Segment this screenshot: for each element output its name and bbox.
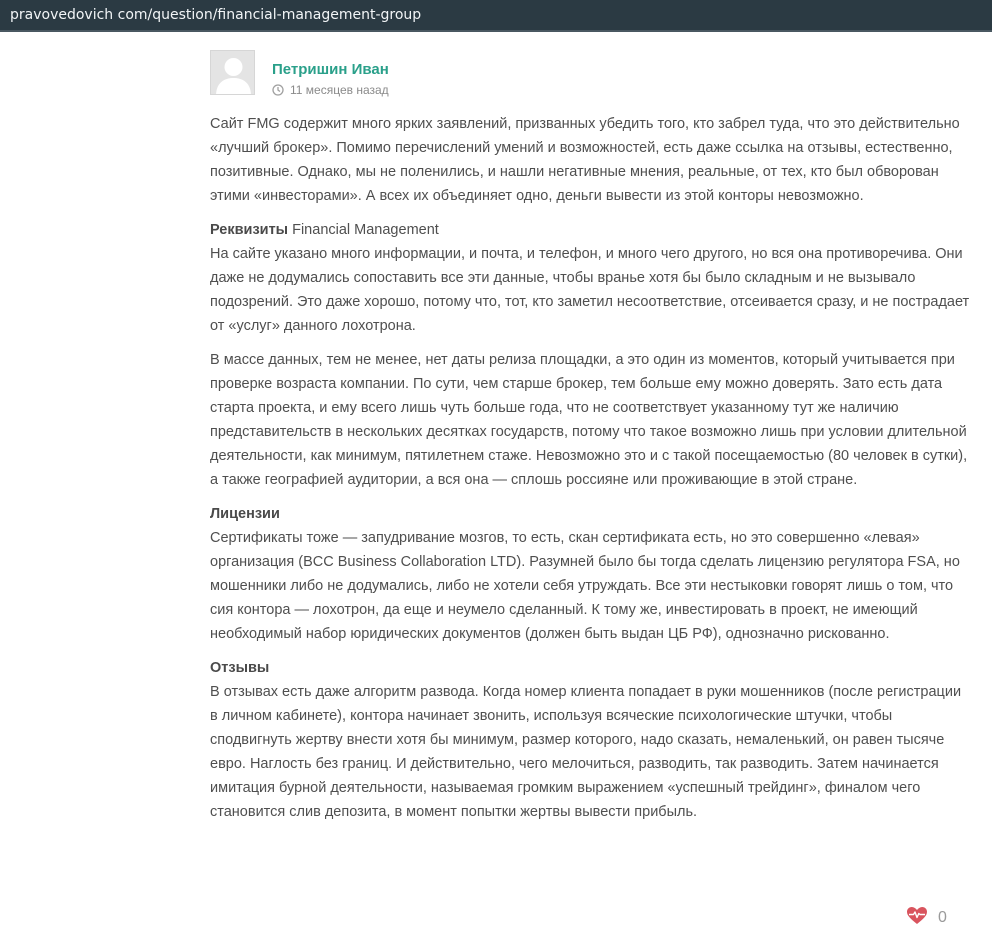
section-text: На сайте указано много информации, и почта, и телефон, и много чего другого, но вся она противоречива. Они даже не додумались сопоставить все эти данные, чтобы вранье хотя бы было складным и не вызывало подозрений. Это даже хорошо, потому что, тот, кто заметил несоответствие, отсеивается сразу, и не пострадает от «услуг» данного лохотрона. [210,246,970,334]
comment-body [210,112,970,834]
section-text: Сертификаты тоже — запудривание мозгов, то есть, скан сертификата есть, но это совершенно «левая» организация (BCC Business Collaboration LTD). Разумней было бы тогда сделать лицензию регулятора FSA, но мошенники либо не додумались, либо не хотели себя утруждать. Все эти нестыковки говорят лишь о том, что сия контора — лохотрон, да еще и неумело сделанный. К тому же, инвестировать в проект, не имеющий необходимый набор юридических документов (должен быть выдан ЦБ РФ), однозначно рискованно. [210,530,960,642]
clock-icon [272,84,284,99]
section-release-date: В массе данных, тем не менее, нет даты релиза площадки, а это один из моментов, который учитывается при проверке возраста компании. По сути, чем старше брокер, тем больше ему можно доверять. Зато есть дата старта проекта, и ему всего лишь чуть больше года, что не соответствует указанному тут же наличию представительств в нескольких десятках государств, потому что такое возможно лишь при условии длительной деятельности, как минимум, пятилетнем стаже. Невозможно это и с такой посещаемостью (80 человек в сутки), а также географией аудитории, а вся она — сплошь россияне или проживающие в этой стране. [210,352,968,488]
like-button[interactable] [906,906,947,930]
comment-author[interactable]: Петришин Иван [272,61,389,78]
address-bar[interactable] [0,0,992,32]
section-heading-bold: Реквизиты [210,222,289,238]
url-text[interactable]: pravovedovich com/question/financial-management-group [10,7,422,23]
default-avatar-icon[interactable] [210,50,255,95]
section-requisites [210,218,970,338]
comment-intro: Сайт FMG содержит много ярких заявлений, призванных убедить того, кто забрел туда, что это действительно «лучший брокер». Помимо перечислений умений и возможностей, есть даже ссылка на отзывы, естественно, позитивные. Однако, мы не поленились, и нашли негативные мнения, реальные, от тех, кто был обворован этими «инвесторами». А всех их объединяет одно, деньги вывести из этой конторы невозможно. [210,116,960,204]
comment-meta [272,83,389,99]
like-count: 0 [938,909,947,926]
heart-pulse-icon[interactable] [906,906,928,930]
section-heading-rest: Financial Management [288,222,439,238]
section-heading: Отзывы [210,660,270,676]
section-heading: Лицензии [210,506,280,522]
section-heading [210,222,439,238]
section-text: В отзывах есть даже алгоритм развода. Когда номер клиента попадает в руки мошенников (после регистрации в личном кабинете), контора начинает звонить, используя всяческие психологические штучки, чтобы сподвигнуть жертву внести хотя бы минимум, размер которого, надо сказать, немаленький, он равен тысяче евро. Наглость без границ. И действительно, чего мелочиться, разводить, так разводить. Затем начинается имитация бурной деятельности, называемая громким выражением «успешный трейдинг», финалом чего становится слив депозита, в момент попытки жертвы вывести прибыль. [210,684,962,820]
section-licenses [210,502,970,646]
comment-time: 11 месяцев назад [290,83,389,97]
section-reviews [210,656,970,824]
